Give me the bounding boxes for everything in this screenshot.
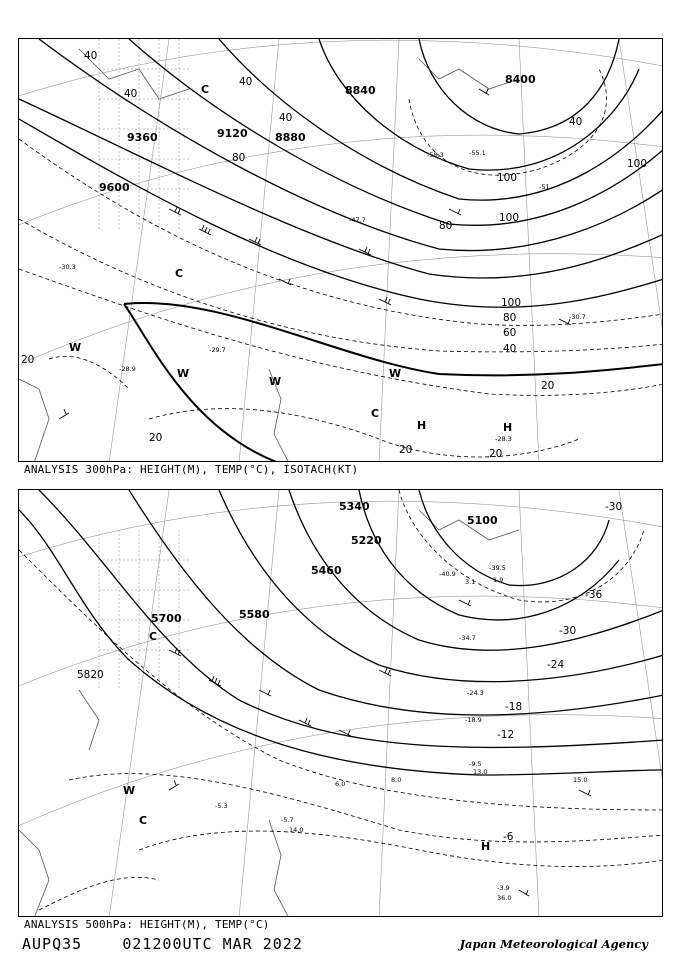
agency-credit: Japan Meteorological Agency <box>459 937 648 951</box>
isotach-label: 40 <box>84 50 98 62</box>
temperature-contours-300 <box>19 69 663 457</box>
valid-datetime: 021200UTC MAR 2022 <box>122 935 303 953</box>
system-marker: C <box>149 630 158 643</box>
temp-label: -29.7 <box>209 346 226 354</box>
system-marker: C <box>139 814 148 827</box>
system-marker: W <box>177 367 190 380</box>
temp-label: -5.7 <box>281 816 294 824</box>
isotach-contours-300 <box>124 303 663 462</box>
height-label: 8400 <box>505 73 536 86</box>
chart-300hpa-panel <box>18 38 663 462</box>
obs-value: 36.0 <box>497 894 512 902</box>
temp-label: -51 <box>539 183 550 191</box>
temp-label: -55.1 <box>469 149 486 157</box>
chart-identifier <box>22 935 303 953</box>
height-contours-300 <box>19 39 663 307</box>
isotach-label: 20 <box>489 448 503 460</box>
system-marker: H <box>417 419 427 432</box>
isotach-label: 20 <box>541 380 555 392</box>
isotach-label: 80 <box>503 312 517 324</box>
temp-label: -34.7 <box>459 634 476 642</box>
height-label: 5460 <box>311 564 342 577</box>
chart-300hpa-map <box>19 39 663 462</box>
isotach-label: 100 <box>497 172 518 184</box>
isotach-label: 100 <box>501 297 522 309</box>
graticule-300 <box>19 39 663 462</box>
temp-label: -28.9 <box>119 365 136 373</box>
temp-label: -9.5 <box>469 760 482 768</box>
temp-label: -18.9 <box>465 716 482 724</box>
temp-label: -24 <box>547 659 565 671</box>
height-label: 5100 <box>467 514 498 527</box>
system-marker: W <box>269 375 282 388</box>
isotach-label: 40 <box>569 116 583 128</box>
temp-label: -40.9 <box>439 570 456 578</box>
system-marker: W <box>123 784 136 797</box>
temp-label: -24.3 <box>467 689 484 697</box>
isotach-label: 40 <box>124 88 138 100</box>
temp-label: -36 <box>585 589 603 601</box>
wind-barbs-500 <box>169 600 591 896</box>
chart-500hpa-map <box>19 490 663 917</box>
isotach-label: 20 <box>21 354 35 366</box>
system-marker: C <box>201 83 210 96</box>
product-code: AUPQ35 <box>22 935 83 953</box>
isotach-label: 20 <box>149 432 163 444</box>
height-label: 9600 <box>99 181 130 194</box>
system-marker: W <box>69 341 82 354</box>
system-marker: H <box>481 840 491 853</box>
obs-value: 3.1 <box>465 578 476 586</box>
isotach-label: 100 <box>627 158 648 170</box>
temp-label: -30 <box>605 501 623 513</box>
height-label: 9360 <box>127 131 158 144</box>
chart-500hpa-caption: ANALYSIS 500hPa: HEIGHT(M), TEMP(°C) <box>24 918 270 931</box>
isotach-label: 60 <box>503 327 517 339</box>
height-label: 9120 <box>217 127 248 140</box>
temp-label: -39.5 <box>489 564 506 572</box>
temp-label: -58.3 <box>427 151 444 159</box>
height-label: 8880 <box>275 131 306 144</box>
obs-value: 13.0 <box>473 768 488 776</box>
obs-value: 14.0 <box>289 826 304 834</box>
system-marker: C <box>175 267 184 280</box>
system-marker: H <box>503 421 513 434</box>
obs-value: 1.9 <box>493 576 504 584</box>
temp-label: -6 <box>503 831 514 843</box>
isotach-label: 40 <box>279 112 293 124</box>
isotach-label: 40 <box>239 76 253 88</box>
height-label: 8840 <box>345 84 376 97</box>
temp-label: -18 <box>505 701 523 713</box>
graticule-500 <box>19 490 663 917</box>
temp-label: -30.7 <box>569 313 586 321</box>
obs-value: 15.0 <box>573 776 588 784</box>
height-label: 5700 <box>151 612 182 625</box>
isotach-label: 40 <box>503 343 517 355</box>
height-label: 5340 <box>339 500 370 513</box>
temp-label: -30.3 <box>59 263 76 271</box>
isotach-label: 20 <box>399 444 413 456</box>
isotach-label: 80 <box>439 220 453 232</box>
obs-grid-500 <box>99 530 189 690</box>
height-label: 5580 <box>239 608 270 621</box>
obs-value: 6.0 <box>335 780 346 788</box>
isotach-label: 80 <box>232 152 246 164</box>
obs-value: 8.0 <box>391 776 402 784</box>
temp-label: -3.9 <box>497 884 510 892</box>
system-marker: W <box>389 367 402 380</box>
height-label: 5220 <box>351 534 382 547</box>
chart-300hpa-caption: ANALYSIS 300hPa: HEIGHT(M), TEMP(°C), ISOTACH(KT) <box>24 463 359 476</box>
temp-label: -30 <box>559 625 577 637</box>
height-label: 5820 <box>77 669 104 681</box>
isotach-label: 100 <box>499 212 520 224</box>
temp-label: -5.3 <box>215 802 228 810</box>
temp-label: -12 <box>497 729 515 741</box>
temp-label: -47.7 <box>349 216 366 224</box>
temperature-contours-500 <box>19 490 663 910</box>
temp-label: -28.3 <box>495 435 512 443</box>
chart-500hpa-panel <box>18 489 663 917</box>
system-marker: C <box>371 407 380 420</box>
